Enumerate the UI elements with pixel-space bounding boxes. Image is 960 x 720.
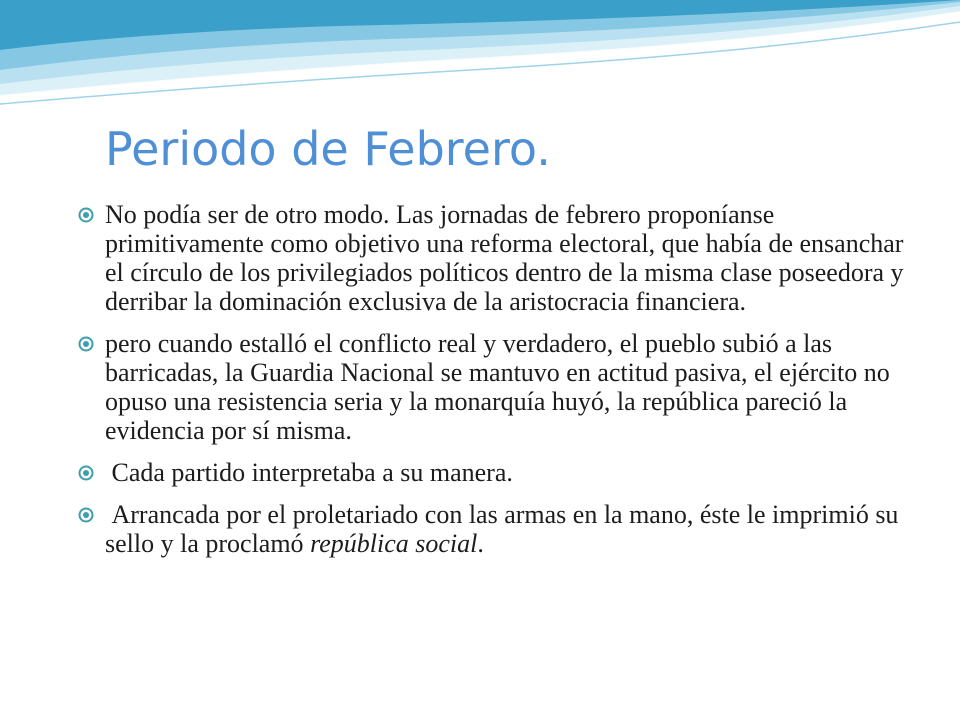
bullet-text: pero cuando estalló el conflicto real y verdadero, el pueblo subió a las barricadas, la Guardia Nacional se mantuvo en actitud pasiva, el ejército no opuso una resistencia seria y la monarquía huyó, la república pareció la evidencia por sí misma. bbox=[105, 329, 890, 445]
circled-dot-icon bbox=[78, 465, 94, 481]
bullet-item bbox=[78, 500, 918, 558]
bullet-text bbox=[105, 500, 905, 558]
bullet-text-italic: república social bbox=[310, 529, 478, 558]
bullet-text-after: . bbox=[477, 529, 484, 558]
bullet-item bbox=[78, 200, 918, 316]
bullet-text: No podía ser de otro modo. Las jornadas de febrero proponíanse primitivamente como objetivo una reforma electoral, que había de ensanchar el círculo de los privilegiados políticos dentro de la misma clase poseedora y derribar la dominación exclusiva de la aristocracia financiera. bbox=[105, 200, 904, 316]
bullet-text: Cada partido interpretaba a su manera. bbox=[105, 458, 513, 487]
slide-title: Periodo de Febrero. bbox=[105, 122, 551, 176]
circled-dot-icon bbox=[78, 336, 94, 352]
circled-dot-icon bbox=[78, 507, 94, 523]
bullet-item bbox=[78, 329, 918, 445]
bullet-text-before: Arrancada por el proletariado con las armas en la mano, éste le imprimió su sello y la proclamó bbox=[105, 500, 905, 558]
circled-dot-icon bbox=[78, 207, 94, 223]
bullet-list bbox=[78, 200, 918, 571]
bullet-item bbox=[78, 458, 918, 487]
header-wave-decoration bbox=[0, 0, 960, 110]
